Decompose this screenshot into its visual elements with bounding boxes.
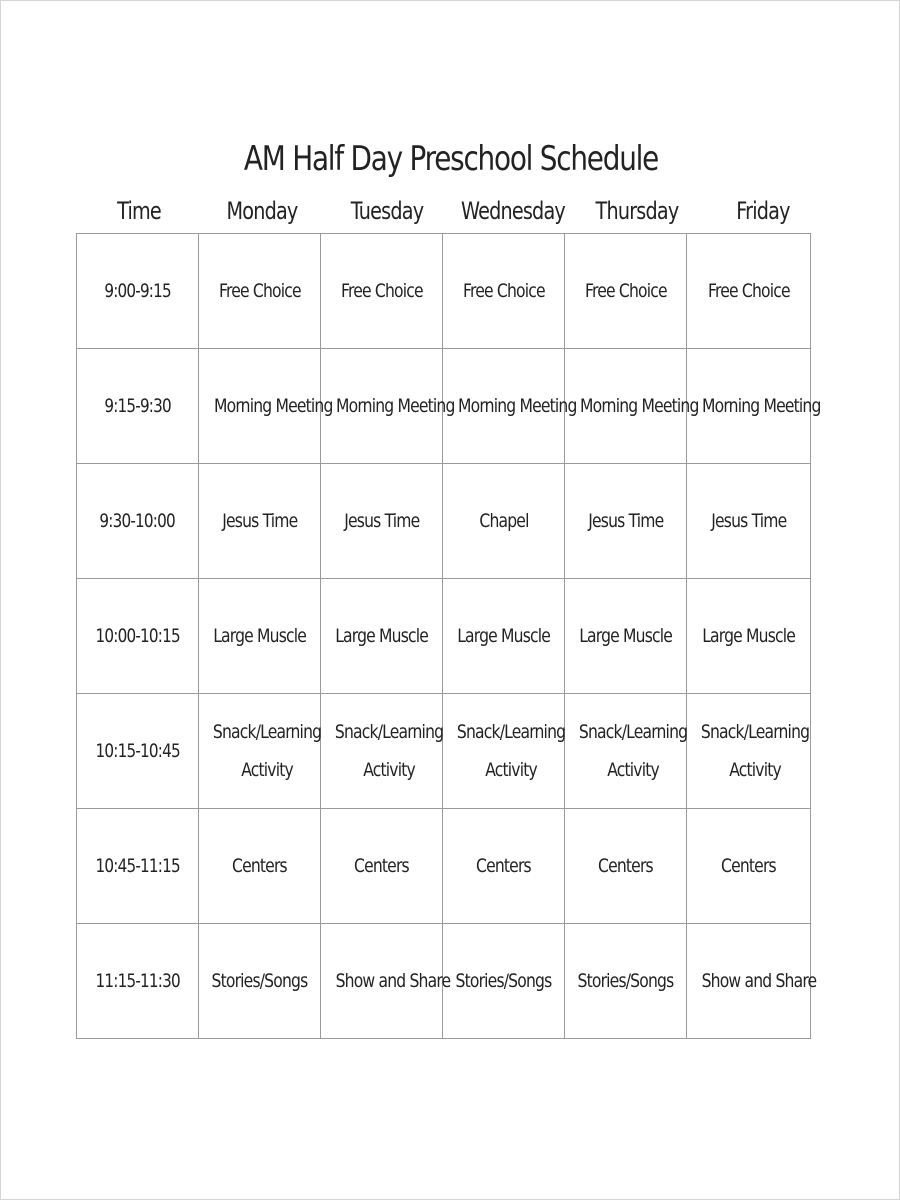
activity-cell: Large Muscle bbox=[199, 579, 321, 694]
header-tuesday: Tuesday bbox=[350, 197, 424, 225]
table-row bbox=[77, 694, 811, 809]
activity-cell: Stories/Songs bbox=[199, 924, 321, 1039]
activity-cell: Stories/Songs bbox=[565, 924, 687, 1039]
activity-cell bbox=[687, 694, 811, 809]
activity-cell bbox=[321, 694, 443, 809]
activity-line: Snack/Learning bbox=[212, 721, 322, 743]
activity-line: Snack/Learning bbox=[456, 721, 566, 743]
activity-cell: Centers bbox=[321, 809, 443, 924]
time-cell: 10:45-11:15 bbox=[77, 809, 199, 924]
activity-line: Activity bbox=[485, 759, 537, 781]
time-cell: 11:15-11:30 bbox=[77, 924, 199, 1039]
activity-cell: Free Choice bbox=[565, 234, 687, 349]
time-cell: 9:15-9:30 bbox=[77, 349, 199, 464]
activity-cell: Large Muscle bbox=[443, 579, 565, 694]
activity-cell: Free Choice bbox=[687, 234, 811, 349]
table-row bbox=[77, 349, 811, 464]
activity-cell: Morning Meeting bbox=[321, 349, 443, 464]
activity-cell: Free Choice bbox=[443, 234, 565, 349]
activity-cell: Morning Meeting bbox=[565, 349, 687, 464]
activity-cell: Free Choice bbox=[321, 234, 443, 349]
time-cell: 10:00-10:15 bbox=[77, 579, 199, 694]
activity-cell: Centers bbox=[687, 809, 811, 924]
time-cell: 9:00-9:15 bbox=[77, 234, 199, 349]
activity-line: Activity bbox=[241, 759, 293, 781]
activity-cell bbox=[565, 694, 687, 809]
activity-cell: Centers bbox=[199, 809, 321, 924]
activity-line: Snack/Learning bbox=[578, 721, 688, 743]
activity-cell: Show and Share bbox=[321, 924, 443, 1039]
activity-cell: Jesus Time bbox=[565, 464, 687, 579]
activity-cell: Morning Meeting bbox=[687, 349, 811, 464]
header-wednesday: Wednesday bbox=[461, 197, 565, 225]
table-row bbox=[77, 234, 811, 349]
table-row bbox=[77, 464, 811, 579]
activity-cell: Large Muscle bbox=[687, 579, 811, 694]
activity-cell: Jesus Time bbox=[687, 464, 811, 579]
activity-cell: Free Choice bbox=[199, 234, 321, 349]
table-row bbox=[77, 924, 811, 1039]
activity-line: Activity bbox=[607, 759, 659, 781]
column-headers bbox=[77, 197, 810, 233]
activity-cell: Large Muscle bbox=[321, 579, 443, 694]
header-friday: Friday bbox=[736, 197, 790, 225]
activity-cell bbox=[443, 694, 565, 809]
activity-cell: Jesus Time bbox=[321, 464, 443, 579]
activity-cell: Large Muscle bbox=[565, 579, 687, 694]
activity-line: Activity bbox=[363, 759, 415, 781]
activity-cell: Centers bbox=[443, 809, 565, 924]
activity-line: Activity bbox=[729, 759, 781, 781]
activity-cell: Centers bbox=[565, 809, 687, 924]
activity-cell: Morning Meeting bbox=[443, 349, 565, 464]
activity-cell: Morning Meeting bbox=[199, 349, 321, 464]
header-monday: Monday bbox=[226, 197, 298, 225]
header-thursday: Thursday bbox=[595, 197, 679, 225]
page-title: AM Half Day Preschool Schedule bbox=[243, 139, 659, 179]
table-row bbox=[77, 579, 811, 694]
activity-cell: Stories/Songs bbox=[443, 924, 565, 1039]
activity-cell: Show and Share bbox=[687, 924, 811, 1039]
time-cell: 9:30-10:00 bbox=[77, 464, 199, 579]
activity-line: Snack/Learning bbox=[700, 721, 810, 743]
schedule-table bbox=[76, 233, 821, 1039]
activity-line: Snack/Learning bbox=[334, 721, 444, 743]
activity-cell bbox=[199, 694, 321, 809]
header-time: Time bbox=[117, 197, 161, 225]
time-cell: 10:15-10:45 bbox=[77, 694, 199, 809]
activity-cell: Jesus Time bbox=[199, 464, 321, 579]
table-row bbox=[77, 809, 811, 924]
activity-cell: Chapel bbox=[443, 464, 565, 579]
